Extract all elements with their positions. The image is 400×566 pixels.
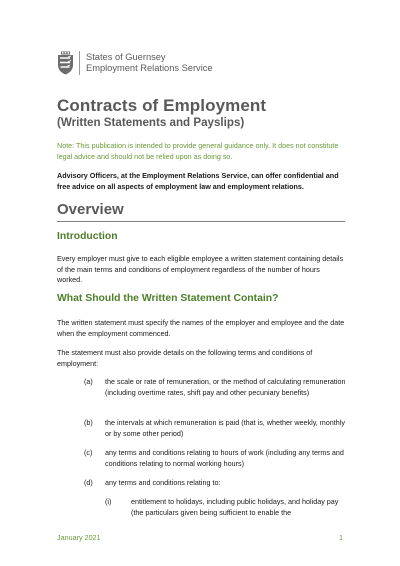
written-statement-heading: What Should the Written Statement Contain? <box>57 293 279 304</box>
advisory-statement: Advisory Officers, at the Employment Relations Service, can offer confidential and free advice on all aspects of employment law and employment relations. <box>57 171 339 191</box>
list-item-text: any terms and conditions relating to hours of work (including any terms and conditions relating to normal working hours) <box>105 448 344 468</box>
list-item-marker: (d) <box>84 478 93 487</box>
contain-paragraph-1: The written statement must specify the names of the employer and employee and the date when the employment commenced. <box>57 318 345 338</box>
list-item-marker: (a) <box>84 377 93 386</box>
org-logo <box>57 50 213 76</box>
logo-divider <box>79 51 80 75</box>
list-item-marker: (c) <box>84 448 93 457</box>
org-name-line1: States of Guernsey <box>86 51 166 62</box>
overview-section-header <box>57 200 345 222</box>
page-number: 1 <box>339 533 343 542</box>
disclaimer-note: Note: This publication is intended to provide general guidance only. It does not constitute legal advice and should not be relied upon as doing so. <box>57 141 339 161</box>
list-item-text: the scale or rate of remuneration, or the method of calculating remuneration (including overtime rates, shift pay and other pecuniary benefits) <box>105 377 346 397</box>
contain-paragraph-2: The statement must also provide details on the following terms and conditions of employment: <box>57 348 313 368</box>
introduction-heading: Introduction <box>57 231 118 242</box>
document-subtitle: (Written Statements and Payslips) <box>57 116 245 129</box>
org-name <box>86 52 213 75</box>
introduction-text: Every employer must give to each eligible employee a written statement containing details of the main terms and conditions of employment regardless of the number of hours worked. <box>57 254 344 285</box>
list-item-text: the intervals at which remuneration is paid (that is, whether weekly, monthly or by some other period) <box>105 418 345 438</box>
sub-item-text: entitlement to holidays, including public holidays, and holiday pay (the particulars given being sufficient to enable the <box>131 497 339 517</box>
document-title: Contracts of Employment <box>57 96 267 115</box>
guernsey-crest-icon <box>57 51 74 75</box>
org-name-line2: Employment Relations Service <box>86 63 213 73</box>
list-item-text: any terms and conditions relating to: <box>105 478 221 487</box>
overview-heading: Overview <box>57 201 124 218</box>
footer-date: January 2021 <box>57 533 101 542</box>
list-item-marker: (b) <box>84 418 93 427</box>
sub-item-marker: (i) <box>105 497 112 506</box>
